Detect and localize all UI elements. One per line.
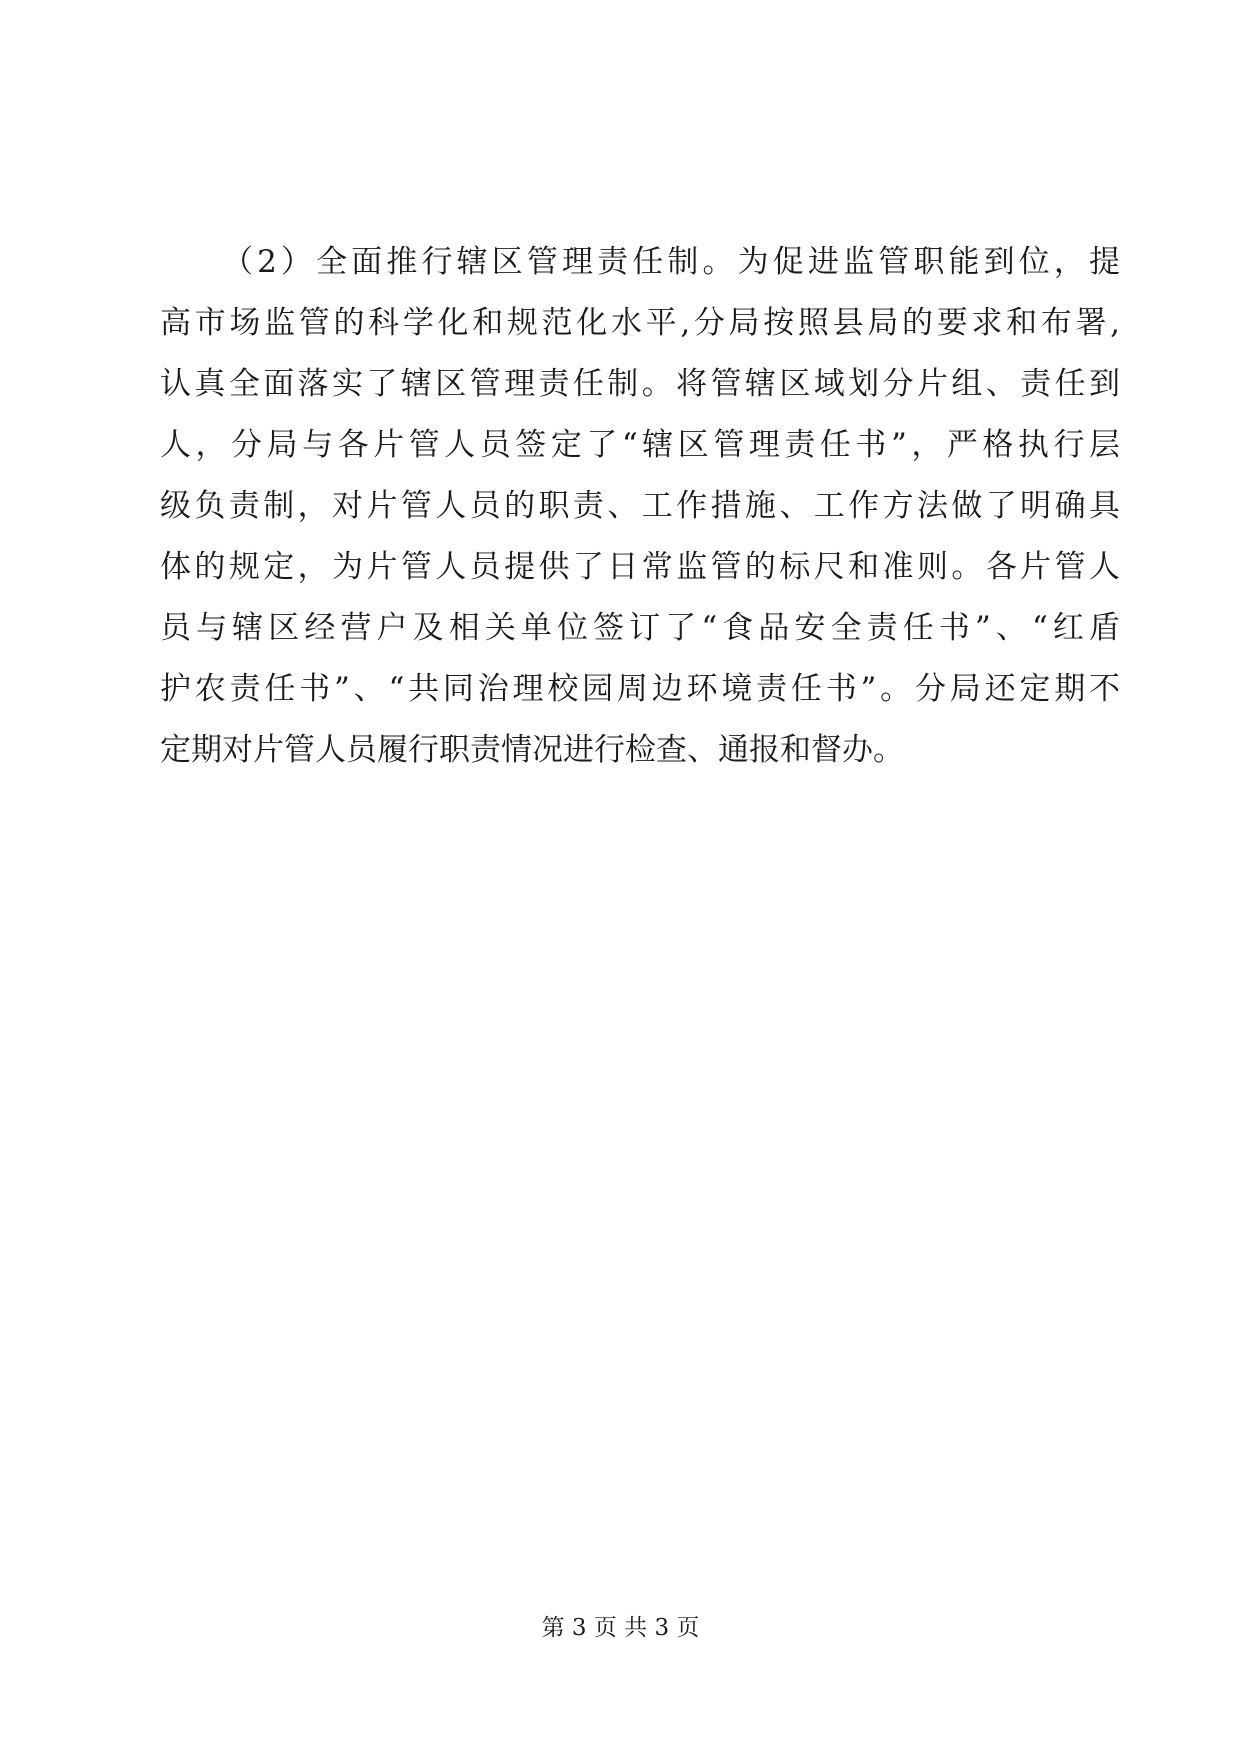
paragraph-line: 级负责制，对片管人员的职责、工作措施、工作方法做了明确具 [160, 488, 1120, 524]
paragraph-line: 护农责任书”、“共同治理校园周边环境责任书”。分局还定期不 [160, 671, 1120, 707]
paragraph-line: （2）全面推行辖区管理责任制。为促进监管职能到位，提 [222, 244, 1120, 280]
paragraph-line: 员与辖区经营户及相关单位签订了“食品安全责任书”、“红盾 [160, 610, 1120, 646]
paragraph-line: 认真全面落实了辖区管理责任制。将管辖区域划分片组、责任到 [160, 366, 1120, 402]
paragraph-line: 高市场监管的科学化和规范化水平,分局按照县局的要求和布署, [160, 305, 1120, 341]
page-number-footer: 第 3 页 共 3 页 [541, 1615, 700, 1641]
paragraph-line: 定期对片管人员履行职责情况进行检查、通报和督办。 [160, 732, 904, 768]
paragraph-line: 人，分局与各片管人员签定了“辖区管理责任书”，严格执行层 [160, 427, 1120, 463]
paragraph-line: 体的规定，为片管人员提供了日常监管的标尺和准则。各片管人 [160, 549, 1120, 585]
body-paragraph [160, 232, 1120, 781]
